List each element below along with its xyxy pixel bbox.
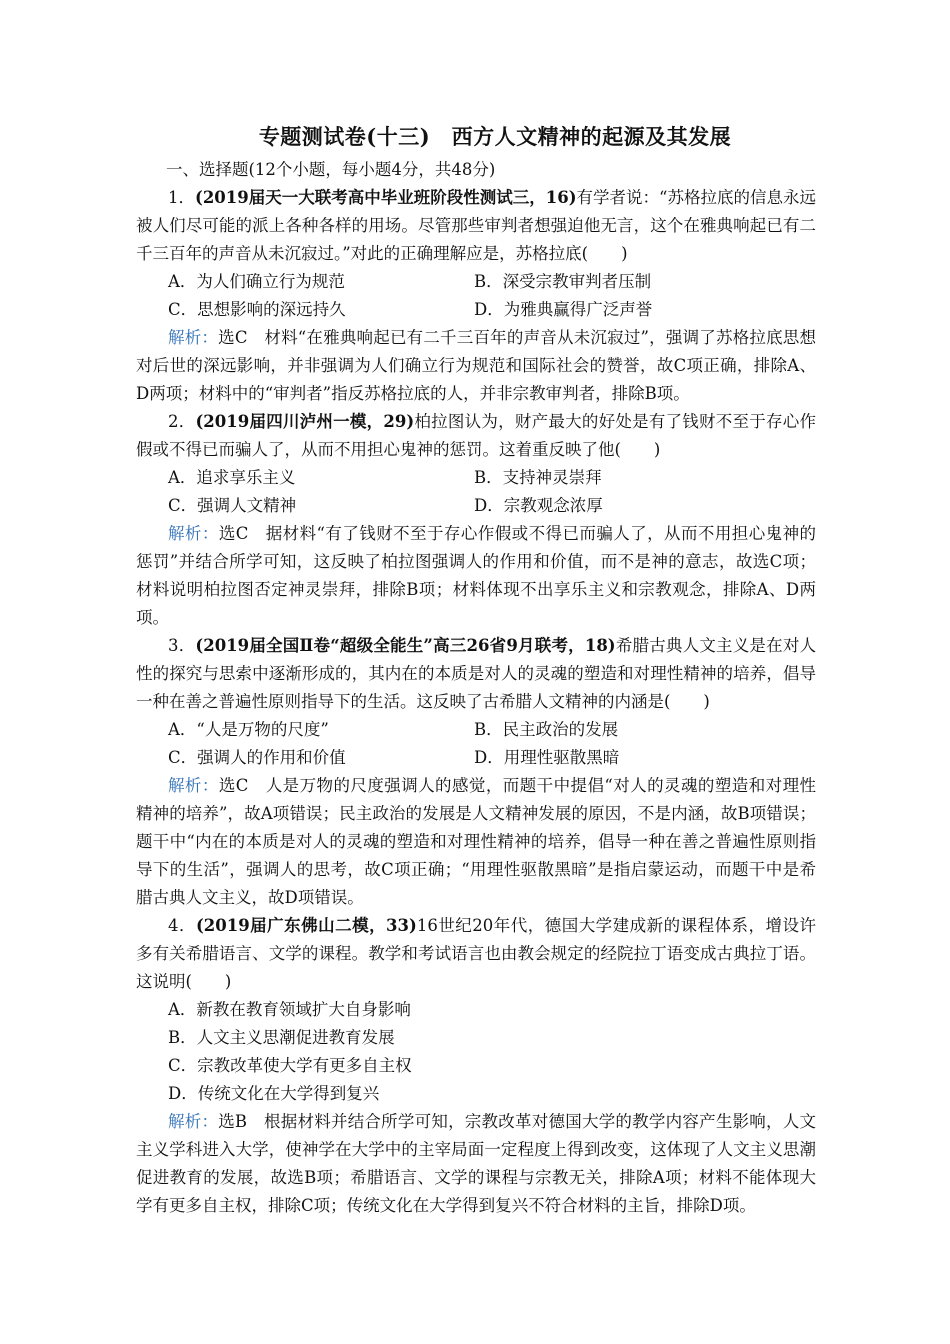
question-3 <box>136 632 816 912</box>
option-d: D．为雅典赢得广泛声誉 <box>474 300 653 319</box>
option-c: C．思想影响的深远持久 <box>168 300 346 319</box>
section-heading: 一、选择题(12个小题，每小题4分，共48分) <box>166 160 496 179</box>
page-title: 专题测试卷(十三) 西方人文精神的起源及其发展 <box>258 124 732 149</box>
options-row <box>136 464 816 492</box>
question-stem: 3．(2019届全国Ⅱ卷“超级全能生”高三26省9月联考，18)希腊古典人文主义是在对人性的探究与思索中逐渐形成的，其内在的本质是对人的灵魂的塑造和对理性精神的培养，倡导一种在善之普遍性原则指导下的生活。这反映了古希腊人文精神的内涵是( ) <box>136 636 817 711</box>
options-row <box>136 492 816 520</box>
analysis: 解析：选B 根据材料并结合所学可知，宗教改革对德国大学的教学内容产生影响，人文主义学科进入大学，使神学在大学中的主宰局面一定程度上得到改变，这体现了人文主义思潮促进教育的发展，故选B项；希腊语言、文学的课程与宗教无关，排除A项；材料不能体现大学有更多自主权，排除C项；传统文化在大学得到复兴不符合材料的主旨，排除D项。 <box>136 1112 816 1215</box>
question-source: (2019届广东佛山二模，33) <box>195 916 417 935</box>
option-a: A．追求享乐主义 <box>168 468 296 487</box>
option-b: B．人文主义思潮促进教育发展 <box>168 1028 395 1047</box>
content <box>136 156 816 1220</box>
analysis-label: 解析： <box>168 328 219 347</box>
question-stem: 2．(2019届四川泸州一模，29)柏拉图认为，财产最大的好处是有了钱财不至于存心作假或不得已而骗人了，从而不用担心鬼神的惩罚。这着重反映了他( ) <box>136 412 817 459</box>
options-row <box>136 716 816 744</box>
options-row <box>136 744 816 772</box>
question-4 <box>136 912 816 1220</box>
option-a: A．“人是万物的尺度” <box>168 720 329 739</box>
question-1 <box>136 184 816 408</box>
question-source: (2019届天一大联考高中毕业班阶段性测试三，16) <box>195 188 577 207</box>
option-b: B．民主政治的发展 <box>474 720 619 739</box>
option-c: C．强调人的作用和价值 <box>168 748 346 767</box>
option-b: B．支持神灵崇拜 <box>474 468 602 487</box>
question-source: (2019届四川泸州一模，29) <box>195 412 415 431</box>
analysis: 解析：选C 人是万物的尺度强调人的感觉，而题干中提倡“对人的灵魂的塑造和对理性精神的培养”，故A项错误；民主政治的发展是人文精神发展的原因，不是内涵，故B项错误；题干中“内在的本质是对人的灵魂的塑造和对理性精神的培养，倡导一种在善之普遍性原则指导下的生活”，强调人的思考，故C项正确；“用理性驱散黑暗”是指启蒙运动，而题干中是希腊古典人文主义，故D项错误。 <box>136 776 817 907</box>
analysis-label: 解析： <box>168 1112 219 1131</box>
question-stem: 1．(2019届天一大联考高中毕业班阶段性测试三，16)有学者说：“苏格拉底的信息永远被人们尽可能的派上各种各样的用场。尽管那些审判者想强迫他无言，这个在雅典响起已有二千三百年的声音从未沉寂过。”对此的正确理解应是，苏格拉底( ) <box>136 188 817 263</box>
option-d: D．传统文化在大学得到复兴 <box>168 1084 380 1103</box>
option-b: B．深受宗教审判者压制 <box>474 272 652 291</box>
question-stem: 4．(2019届广东佛山二模，33)16世纪20年代，德国大学建成新的课程体系，增设许多有关希腊语言、文学的课程。教学和考试语言也由教会规定的经院拉丁语变成古典拉丁语。这说明( ) <box>136 916 817 991</box>
question-2 <box>136 408 816 632</box>
question-source: (2019届全国Ⅱ卷“超级全能生”高三26省9月联考，18) <box>195 636 616 655</box>
option-d: D．宗教观念浓厚 <box>474 496 603 515</box>
analysis: 解析：选C 材料“在雅典响起已有二千三百年的声音从未沉寂过”，强调了苏格拉底思想对后世的深远影响，并非强调为人们确立行为规范和国际社会的赞誉，故C项正确，排除A、D两项；材料中的“审判者”指反苏格拉底的人，并非宗教审判者，排除B项。 <box>136 328 817 403</box>
option-a: A．新教在教育领域扩大自身影响 <box>168 1000 411 1019</box>
analysis-label: 解析： <box>168 776 219 795</box>
option-d: D．用理性驱散黑暗 <box>474 748 620 767</box>
option-c: C．宗教改革使大学有更多自主权 <box>168 1056 412 1075</box>
analysis-label: 解析： <box>168 524 219 543</box>
options-row <box>136 296 816 324</box>
option-a: A．为人们确立行为规范 <box>168 272 345 291</box>
option-c: C．强调人文精神 <box>168 496 297 515</box>
options-row <box>136 268 816 296</box>
analysis: 解析：选C 据材料“有了钱财不至于存心作假或不得已而骗人了，从而不用担心鬼神的惩罚”并结合所学可知，这反映了柏拉图强调人的作用和价值，而不是神的意志，故选C项；材料说明柏拉图否定神灵崇拜，排除B项；材料体现不出享乐主义和宗教观念，排除A、D两项。 <box>136 524 817 627</box>
